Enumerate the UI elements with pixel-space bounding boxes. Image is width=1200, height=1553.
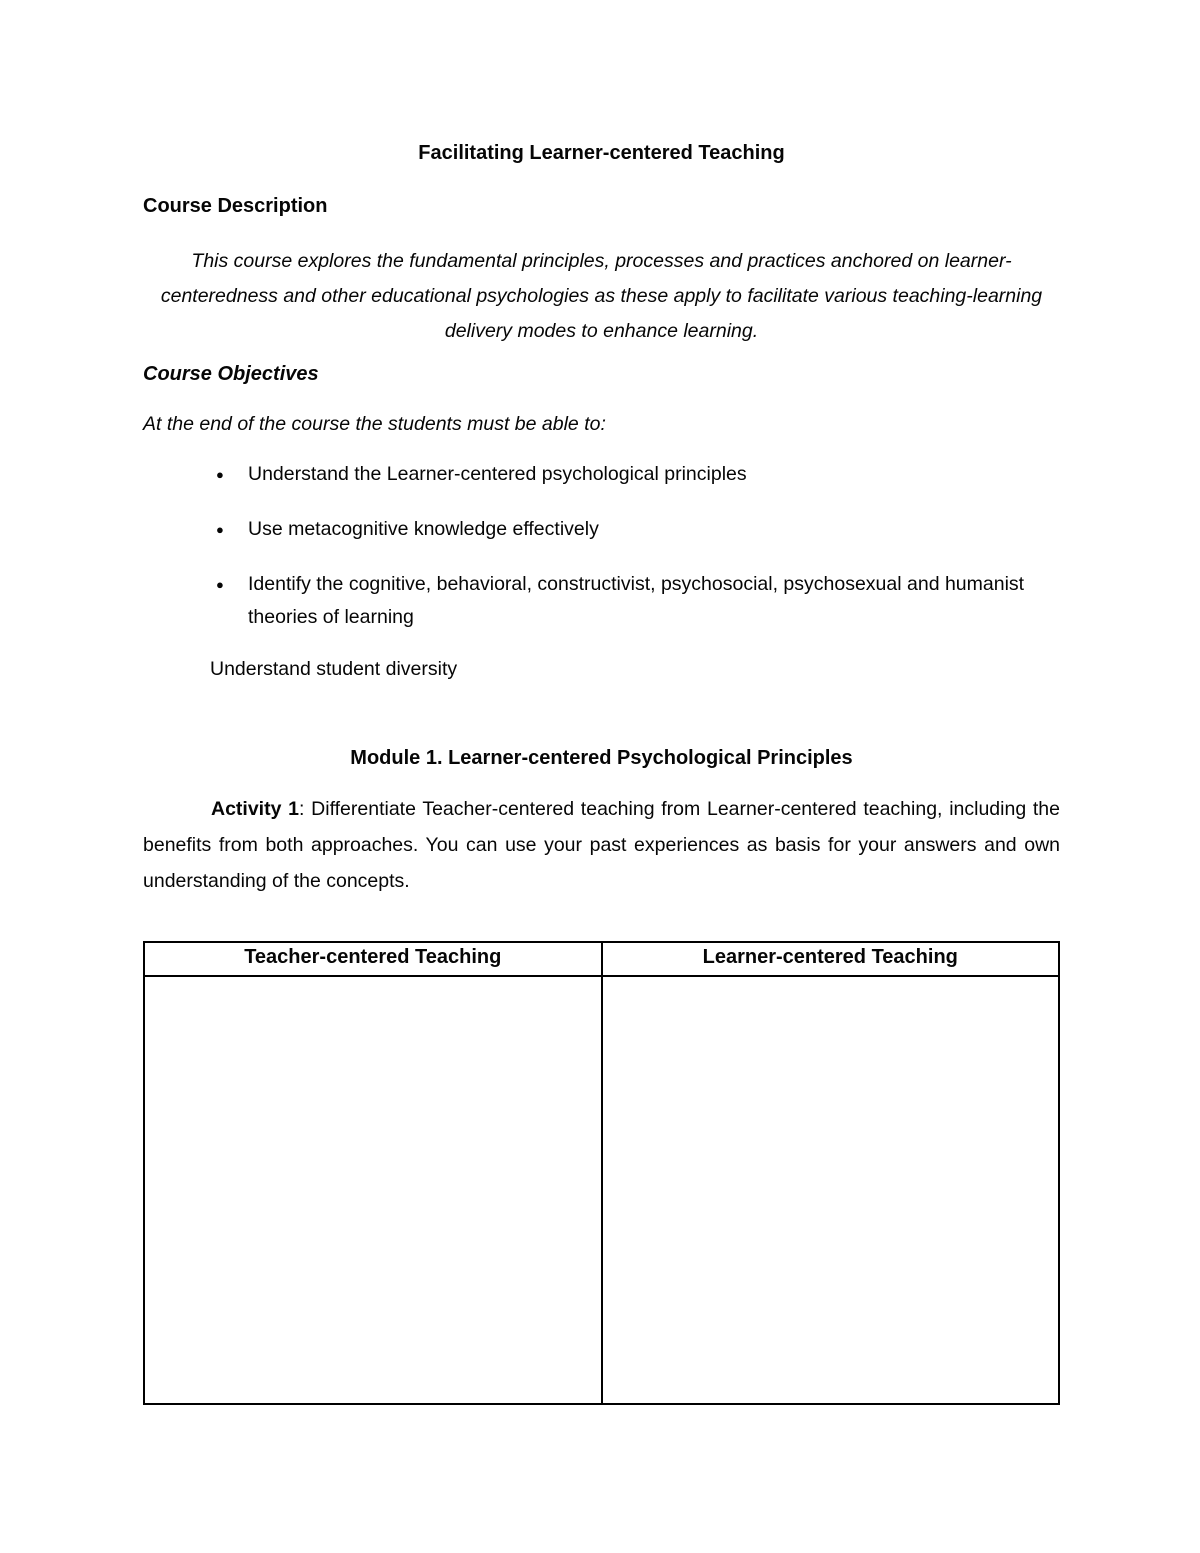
objective-text: Understand the Learner-centered psychological principles — [248, 463, 747, 485]
table-cell-teacher-centered-answer[interactable] — [144, 976, 602, 1404]
activity-paragraph — [143, 791, 1060, 899]
objective-extra: Understand student diversity — [210, 658, 458, 680]
bullet-icon: ● — [216, 577, 224, 592]
course-description-text: This course explores the fundamental principles, processes and practices anchored on learner-centeredness and other educational psychologies as these apply to facilitate various teaching-learning delivery modes to enhance learning. — [160, 250, 1043, 342]
objectives-list — [143, 458, 1060, 634]
table-row — [144, 976, 1059, 1404]
course-description-heading: Course Description — [143, 195, 328, 217]
objectives-intro: At the end of the course the students must be able to: — [143, 413, 606, 435]
module-heading: Module 1. Learner-centered Psychological Principles — [350, 747, 853, 769]
objective-text: Use metacognitive knowledge effectively — [248, 518, 599, 540]
objective-text: Identify the cognitive, behavioral, constructivist, psychosocial, psychosexual and humanist theories of learning — [248, 573, 1025, 628]
comparison-table — [143, 941, 1060, 1405]
table-header-row — [144, 942, 1059, 976]
list-item — [143, 513, 1060, 546]
table-header-teacher-centered: Teacher-centered Teaching — [144, 942, 602, 976]
table-cell-learner-centered-answer[interactable] — [602, 976, 1060, 1404]
document-title: Facilitating Learner-centered Teaching — [418, 142, 785, 164]
course-objectives-heading: Course Objectives — [143, 363, 319, 385]
bullet-icon: ● — [216, 467, 224, 482]
activity-label: Activity 1 — [211, 798, 300, 820]
list-item — [143, 458, 1060, 491]
activity-text: : Differentiate Teacher-centered teaching from Learner-centered teaching, including the benefits from both approaches. You can use your past experiences as basis for your answers and own understanding of the concepts. — [143, 798, 1060, 892]
list-item — [143, 568, 1060, 634]
bullet-icon: ● — [216, 522, 224, 537]
table-header-learner-centered: Learner-centered Teaching — [602, 942, 1060, 976]
